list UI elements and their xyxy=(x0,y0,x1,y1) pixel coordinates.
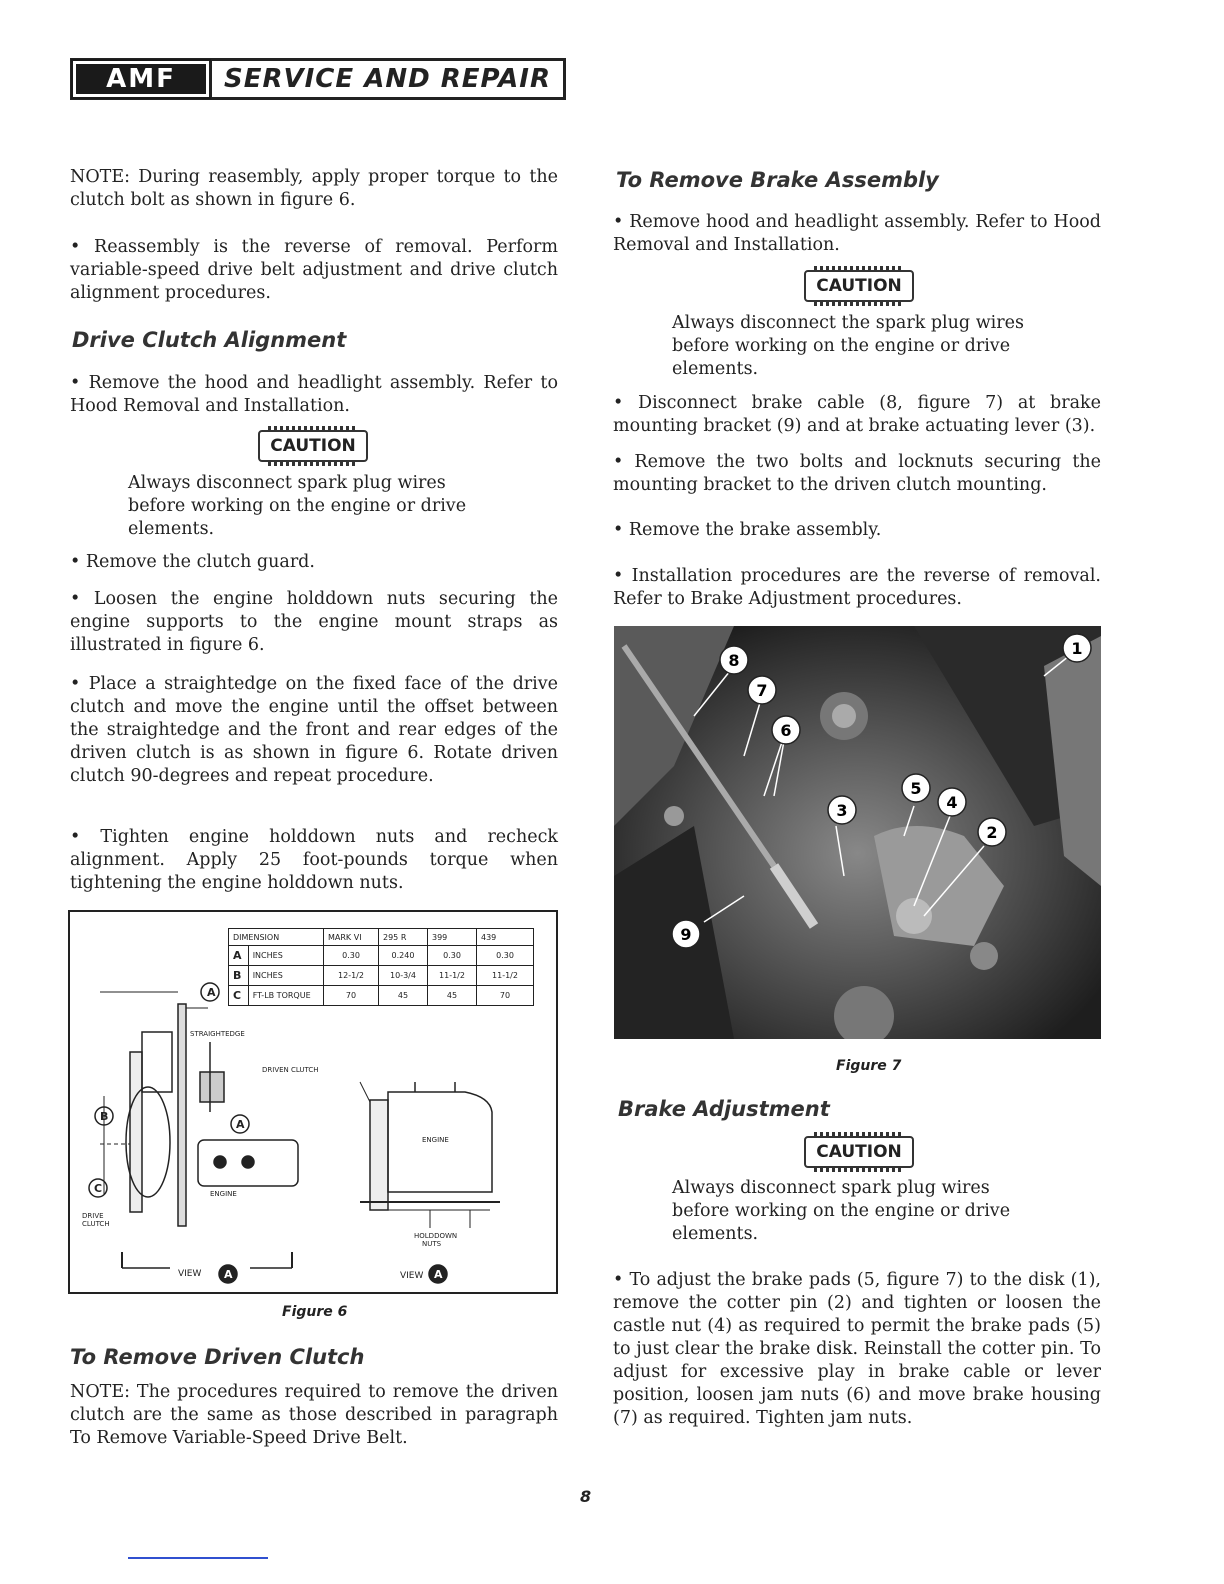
table-cell: B xyxy=(229,966,249,986)
table-cell: 45 xyxy=(379,986,428,1006)
table-cell: A xyxy=(229,946,249,966)
straightedge-label: STRAIGHTEDGE xyxy=(190,1030,245,1038)
figure-7-photo xyxy=(614,626,1101,1039)
table-header-cell: 399 xyxy=(428,929,477,946)
bullet-remove-brake: • Remove the brake assembly. xyxy=(613,520,882,540)
table-cell: 0.30 xyxy=(324,946,379,966)
clutch-alignment-drawing xyxy=(70,912,556,1292)
brake-assembly-photo xyxy=(614,626,1101,1039)
callout-7: 7 xyxy=(756,681,768,700)
callout-c-label: C xyxy=(94,1182,103,1195)
table-cell: 11-1/2 xyxy=(428,966,477,986)
table-cell: INCHES xyxy=(248,966,323,986)
bullet-remove-bolts: • Remove the two bolts and locknuts securing the mounting bracket to the driven clutch mounting. xyxy=(613,452,1101,495)
table-cell: 11-1/2 xyxy=(477,966,534,986)
bullet-tighten-nuts: • Tighten engine holddown nuts and recheck alignment. Apply 25 foot-pounds torque when tightening the engine holddown nuts. xyxy=(70,827,558,893)
header-title: SERVICE AND REPAIR xyxy=(209,61,563,97)
caution-badge: CAUTION xyxy=(804,270,914,302)
table-header-cell: MARK VI xyxy=(324,929,379,946)
table-header-cell: 439 xyxy=(477,929,534,946)
bullet-reassembly: • Reassembly is the reverse of removal. Perform variable-speed drive belt adjustment and drive clutch alignment procedures. xyxy=(70,237,558,303)
figure-6-caption: Figure 6 xyxy=(282,1304,348,1320)
table-cell: C xyxy=(229,986,249,1006)
heading-remove-brake-assembly: To Remove Brake Assembly xyxy=(616,168,939,192)
bullet-disconnect-cable: • Disconnect brake cable (8, figure 7) at brake mounting bracket (9) and at brake actuating lever (3). xyxy=(613,393,1101,436)
amf-logo: AMF xyxy=(73,61,209,97)
bullet-straightedge: • Place a straightedge on the fixed face of the drive clutch and move the engine until the offset between the straightedge and the front and rear edges of the driven clutch is as shown in figure 6. Rotate driven clutch 90-degrees and repeat procedure. xyxy=(70,674,558,786)
callout-2: 2 xyxy=(986,823,998,842)
view-label-right: VIEW xyxy=(400,1271,424,1281)
callout-a-label: A xyxy=(236,1118,245,1131)
page-number: 8 xyxy=(580,1487,592,1506)
table-cell: 0.30 xyxy=(477,946,534,966)
callout-4: 4 xyxy=(946,793,958,812)
callout-6: 6 xyxy=(780,721,792,740)
callout-9: 9 xyxy=(680,925,692,944)
callout-1: 1 xyxy=(1071,639,1083,658)
note-driven-clutch: NOTE: The procedures required to remove the driven clutch are the same as those described in paragraph To Remove Variable-Speed Drive Belt. xyxy=(70,1382,558,1448)
straightedge-bar xyxy=(178,1004,186,1226)
driven-clutch-label: DRIVEN CLUTCH xyxy=(262,1066,319,1074)
bullet-adjust-brake-pads: • To adjust the brake pads (5, figure 7) to the disk (1), remove the cotter pin (2) and tighten or loosen the castle nut (4) as required to permit the brake pads (5) to just clear the brake disk. Reinstall the cotter pin. To adjust for excessive play in brake cable or lever position, loosen jam nuts (6) and move brake housing (7) as required. Tighten jam nuts. xyxy=(613,1270,1101,1428)
table-cell: 12-1/2 xyxy=(324,966,379,986)
table-cell: INCHES xyxy=(248,946,323,966)
bullet-remove-hood: • Remove the hood and headlight assembly. Refer to Hood Removal and Installation. xyxy=(70,373,558,416)
heading-remove-driven-clutch: To Remove Driven Clutch xyxy=(70,1345,365,1369)
driven-clutch-shape xyxy=(370,1100,388,1210)
table-cell: 0.240 xyxy=(379,946,428,966)
heading-drive-clutch-alignment: Drive Clutch Alignment xyxy=(72,328,347,352)
holddown-nuts-label: NUTS xyxy=(422,1240,442,1248)
figure-6-diagram xyxy=(68,910,558,1294)
callout-8: 8 xyxy=(728,651,740,670)
figure-7-caption: Figure 7 xyxy=(836,1058,902,1074)
view-label-left: VIEW xyxy=(178,1269,202,1279)
footer-line xyxy=(128,1557,268,1559)
callout-5: 5 xyxy=(910,779,922,798)
bullet-remove-hood-brake: • Remove hood and headlight assembly. Refer to Hood Removal and Installation. xyxy=(613,212,1101,255)
callout-a-label: A xyxy=(207,986,216,999)
table-cell: 70 xyxy=(324,986,379,1006)
bullet-loosen-nuts: • Loosen the engine holddown nuts securing the engine supports to the engine mount straps as illustrated in figure 6. xyxy=(70,589,558,655)
table-header-cell: DIMENSION xyxy=(229,929,324,946)
table-cell: 70 xyxy=(477,986,534,1006)
drive-clutch-label: DRIVE xyxy=(82,1212,104,1220)
table-cell: 10-3/4 xyxy=(379,966,428,986)
table-cell: 0.30 xyxy=(428,946,477,966)
callout-3: 3 xyxy=(836,801,848,820)
page-header xyxy=(70,58,566,100)
holddown-nuts-label: HOLDDOWN xyxy=(414,1232,458,1240)
engine-label-left: ENGINE xyxy=(210,1190,237,1198)
caution-badge: CAUTION xyxy=(804,1136,914,1168)
table-header-cell: 295 R xyxy=(379,929,428,946)
bullet-clutch-guard: • Remove the clutch guard. xyxy=(70,552,315,572)
engine-label-right: ENGINE xyxy=(422,1136,449,1144)
view-a-label: A xyxy=(434,1268,443,1281)
note-reassembly: NOTE: During reasembly, apply proper torque to the clutch bolt as shown in figure 6. xyxy=(70,167,558,210)
heading-brake-adjustment: Brake Adjustment xyxy=(618,1097,830,1121)
caution-text: Always disconnect spark plug wires before working on the engine or drive elements. xyxy=(128,473,467,539)
bullet-installation: • Installation procedures are the reverse of removal. Refer to Brake Adjustment procedures. xyxy=(613,566,1101,609)
drive-clutch-label: CLUTCH xyxy=(82,1220,110,1228)
callout-b-label: B xyxy=(100,1110,109,1123)
view-a-label: A xyxy=(224,1268,233,1281)
caution-text: Always disconnect the spark plug wires before working on the engine or drive elements. xyxy=(672,313,1024,379)
caution-text: Always disconnect spark plug wires before working on the engine or drive elements. xyxy=(672,1178,1011,1244)
table-cell: 45 xyxy=(428,986,477,1006)
table-cell: FT-LB TORQUE xyxy=(248,986,323,1006)
caution-badge: CAUTION xyxy=(258,430,368,462)
